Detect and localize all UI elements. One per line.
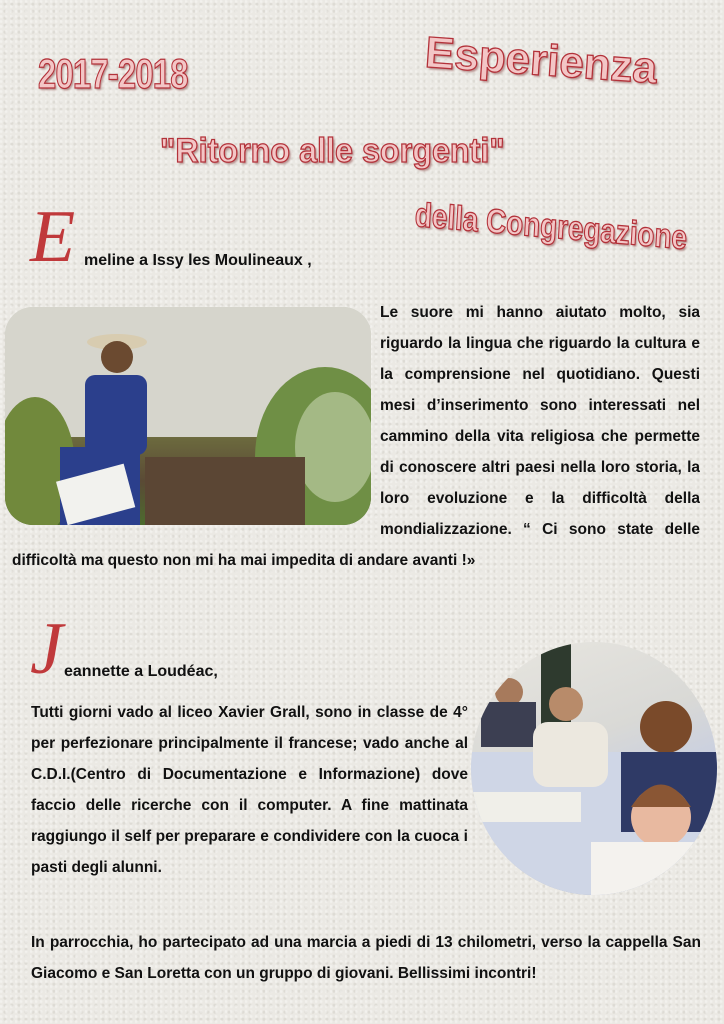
photo-classroom <box>471 642 717 895</box>
section2-heading: eannette a Loudéac, <box>64 663 218 680</box>
drop-cap-e: E <box>30 196 76 278</box>
year-title: 2017-2018 <box>38 50 188 97</box>
drop-cap-j: J <box>30 608 63 690</box>
classroom-image <box>471 642 717 895</box>
subtitle: "Ritorno alle sorgenti" <box>160 132 505 170</box>
section1-body-continued: Le suore mi hanno aiutato molto, sia riguardo la lingua che riguardo la cultura e la comprensione nel quotidiano. Questi mesi d’inserimento sono interessati nel cammino della vita religiosa che permette di conoscere altri paesi nella loro storia, la loro evoluzione e la difficoltà della mondializzazione. “ Ci sono state delle difficoltà ma questo non mi ha mai impedita di andare avanti !» <box>12 304 700 569</box>
subtitle-2: della Congregazione <box>413 196 689 258</box>
main-title: Esperienza <box>423 27 659 94</box>
section2-body: Tutti giorni vado al liceo Xavier Grall, sono in classe de 4° per perfezionare principalmente il francese; vado anche al C.D.I.(Centro di Documentazione e Informazione) dove faccio delle ricerche con il computer. A fine mattinata raggiungo il self per preparare e condividere con la cuoca i pasti degli alunni. <box>31 704 468 876</box>
section1-body-bottom <box>12 297 700 607</box>
section1-heading: meline a Issy les Moulineaux , <box>84 252 312 269</box>
section2-body-2: In parrocchia, ho partecipato ad una marcia a piedi di 13 chilometri, verso la cappella San Giacomo e San Loretta con un gruppo di giovani. Bellissimi incontri! <box>31 934 701 982</box>
text-wrap-spacer <box>12 297 380 545</box>
